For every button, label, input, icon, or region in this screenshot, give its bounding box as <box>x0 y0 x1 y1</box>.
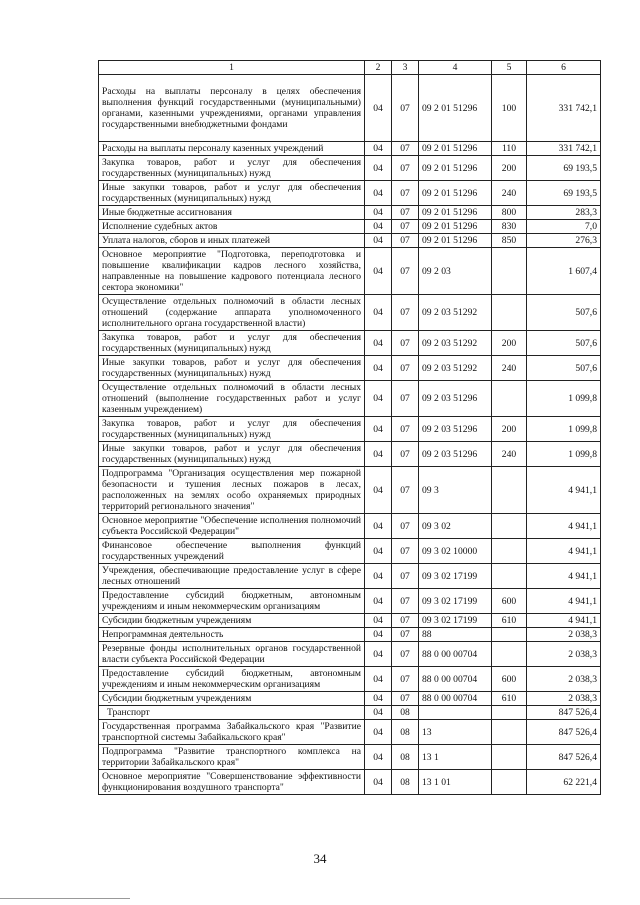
target-article-cell: 09 2 03 <box>419 248 492 295</box>
amount-cell: 507,6 <box>527 356 601 381</box>
table-row <box>99 142 601 156</box>
table-row <box>99 589 601 614</box>
target-article-cell: 88 0 00 00704 <box>419 667 492 692</box>
target-article-cell: 13 1 <box>419 745 492 770</box>
section-code-cell: 04 <box>365 417 392 442</box>
table-row <box>99 206 601 220</box>
target-article-cell: 09 3 02 17199 <box>419 614 492 628</box>
section-code-cell: 04 <box>365 642 392 667</box>
table-row <box>99 745 601 770</box>
target-article-cell: 09 2 01 51296 <box>419 234 492 248</box>
item-name-cell: Закупка товаров, работ и услуг для обеспечения государственных (муниципальных) нужд <box>99 331 365 356</box>
item-name-cell: Непрограммная деятельность <box>99 628 365 642</box>
target-article-cell: 09 2 01 51296 <box>419 220 492 234</box>
table-row <box>99 692 601 706</box>
subsection-code-cell: 07 <box>392 589 419 614</box>
target-article-cell: 09 2 03 51292 <box>419 331 492 356</box>
item-name-cell: Иные закупки товаров, работ и услуг для обеспечения государственных (муниципальных) нужд <box>99 181 365 206</box>
amount-cell: 62 221,4 <box>527 770 601 795</box>
target-article-cell: 09 2 01 51296 <box>419 75 492 142</box>
table-row <box>99 331 601 356</box>
subsection-code-cell: 07 <box>392 564 419 589</box>
item-name-cell: Расходы на выплаты персоналу в целях обеспечения выполнения функций государственными (муниципальными) органами, казенными учреждениями, органами управления государственными внебюджетными фондами <box>99 75 365 142</box>
item-name-cell: Основное мероприятие "Совершенствование эффективности функционирования воздушного транспорта" <box>99 770 365 795</box>
section-code-cell: 04 <box>365 331 392 356</box>
expense-type-cell <box>492 706 527 720</box>
table-row <box>99 248 601 295</box>
item-name-cell: Предоставление субсидий бюджетным, автономным учреждениям и иным некоммерческим организациям <box>99 667 365 692</box>
amount-cell: 331 742,1 <box>527 75 601 142</box>
item-name-cell: Подпрограмма "Организация осуществления мер пожарной безопасности и тушения лесных пожаров в лесах, расположенных на землях особо охраняемых природных территорий регионального значения" <box>99 467 365 514</box>
table-row <box>99 564 601 589</box>
expense-type-cell: 610 <box>492 692 527 706</box>
target-article-cell: 09 2 01 51296 <box>419 181 492 206</box>
item-name-cell: Расходы на выплаты персоналу казенных учреждений <box>99 142 365 156</box>
subsection-code-cell: 08 <box>392 770 419 795</box>
section-code-cell: 04 <box>365 720 392 745</box>
target-article-cell: 09 3 <box>419 467 492 514</box>
section-code-cell: 04 <box>365 356 392 381</box>
section-code-cell: 04 <box>365 442 392 467</box>
expense-type-cell: 200 <box>492 156 527 181</box>
table-row <box>99 706 601 720</box>
subsection-code-cell: 07 <box>392 234 419 248</box>
item-name-cell: Транспорт <box>99 706 365 720</box>
subsection-code-cell: 07 <box>392 667 419 692</box>
section-code-cell: 04 <box>365 745 392 770</box>
header-cell: 4 <box>419 61 492 75</box>
target-article-cell: 09 3 02 <box>419 514 492 539</box>
target-article-cell: 88 <box>419 628 492 642</box>
expense-type-cell: 240 <box>492 181 527 206</box>
amount-cell: 331 742,1 <box>527 142 601 156</box>
item-name-cell: Иные закупки товаров, работ и услуг для обеспечения государственных (муниципальных) нужд <box>99 356 365 381</box>
expense-type-cell <box>492 770 527 795</box>
subsection-code-cell: 07 <box>392 331 419 356</box>
expense-type-cell <box>492 295 527 331</box>
section-code-cell: 04 <box>365 589 392 614</box>
table-row <box>99 628 601 642</box>
section-code-cell: 04 <box>365 628 392 642</box>
table-row <box>99 417 601 442</box>
amount-cell: 2 038,3 <box>527 642 601 667</box>
expense-type-cell <box>492 720 527 745</box>
item-name-cell: Исполнение судебных актов <box>99 220 365 234</box>
subsection-code-cell: 07 <box>392 539 419 564</box>
amount-cell: 7,0 <box>527 220 601 234</box>
section-code-cell: 04 <box>365 770 392 795</box>
subsection-code-cell: 07 <box>392 467 419 514</box>
item-name-cell: Резервные фонды исполнительных органов государственной власти субъекта Российской Федерации <box>99 642 365 667</box>
table-row <box>99 156 601 181</box>
expense-type-cell <box>492 248 527 295</box>
table-row <box>99 181 601 206</box>
amount-cell: 4 941,1 <box>527 539 601 564</box>
amount-cell: 2 038,3 <box>527 628 601 642</box>
amount-cell: 69 193,5 <box>527 181 601 206</box>
table-row <box>99 356 601 381</box>
subsection-code-cell: 07 <box>392 356 419 381</box>
section-code-cell: 04 <box>365 539 392 564</box>
subsection-code-cell: 07 <box>392 417 419 442</box>
header-cell: 5 <box>492 61 527 75</box>
expense-type-cell <box>492 564 527 589</box>
subsection-code-cell: 07 <box>392 248 419 295</box>
budget-table <box>98 60 601 795</box>
item-name-cell: Закупка товаров, работ и услуг для обеспечения государственных (муниципальных) нужд <box>99 156 365 181</box>
header-cell: 6 <box>527 61 601 75</box>
subsection-code-cell: 07 <box>392 156 419 181</box>
table-row <box>99 295 601 331</box>
expense-type-cell <box>492 381 527 417</box>
section-code-cell: 04 <box>365 564 392 589</box>
target-article-cell: 09 2 03 51296 <box>419 442 492 467</box>
item-name-cell: Подпрограмма "Развитие транспортного комплекса на территории Забайкальского края" <box>99 745 365 770</box>
expense-type-cell: 200 <box>492 331 527 356</box>
budget-table-container <box>98 60 600 795</box>
table-row <box>99 642 601 667</box>
expense-type-cell <box>492 514 527 539</box>
amount-cell: 2 038,3 <box>527 692 601 706</box>
subsection-code-cell: 07 <box>392 206 419 220</box>
section-code-cell: 04 <box>365 381 392 417</box>
target-article-cell: 88 0 00 00704 <box>419 642 492 667</box>
target-article-cell: 09 2 03 51296 <box>419 417 492 442</box>
expense-type-cell <box>492 642 527 667</box>
target-article-cell: 09 2 01 51296 <box>419 206 492 220</box>
amount-cell: 276,3 <box>527 234 601 248</box>
section-code-cell: 04 <box>365 234 392 248</box>
target-article-cell: 09 3 02 17199 <box>419 564 492 589</box>
section-code-cell: 04 <box>365 206 392 220</box>
amount-cell: 4 941,1 <box>527 514 601 539</box>
header-row <box>99 61 601 75</box>
expense-type-cell: 200 <box>492 417 527 442</box>
page-number: 34 <box>313 851 327 866</box>
amount-cell: 1 099,8 <box>527 442 601 467</box>
item-name-cell: Осуществление отдельных полномочий в области лесных отношений (содержание аппарата уполномоченного исполнительного органа государственной власти) <box>99 295 365 331</box>
section-code-cell: 04 <box>365 295 392 331</box>
amount-cell: 507,6 <box>527 295 601 331</box>
table-row <box>99 514 601 539</box>
section-code-cell: 04 <box>365 181 392 206</box>
table-row <box>99 75 601 142</box>
expense-type-cell: 800 <box>492 206 527 220</box>
amount-cell: 847 526,4 <box>527 720 601 745</box>
section-code-cell: 04 <box>365 220 392 234</box>
subsection-code-cell: 07 <box>392 295 419 331</box>
expense-type-cell <box>492 467 527 514</box>
amount-cell: 4 941,1 <box>527 589 601 614</box>
expense-type-cell: 850 <box>492 234 527 248</box>
section-code-cell: 04 <box>365 667 392 692</box>
table-row <box>99 220 601 234</box>
amount-cell: 847 526,4 <box>527 745 601 770</box>
section-code-cell: 04 <box>365 692 392 706</box>
table-row <box>99 234 601 248</box>
subsection-code-cell: 07 <box>392 692 419 706</box>
target-article-cell: 13 1 01 <box>419 770 492 795</box>
target-article-cell: 09 2 01 51296 <box>419 142 492 156</box>
header-cell: 1 <box>99 61 365 75</box>
item-name-cell: Основное мероприятие "Обеспечение исполнения полномочий субъекта Российской Федерации" <box>99 514 365 539</box>
header-cell: 2 <box>365 61 392 75</box>
target-article-cell <box>419 706 492 720</box>
table-row <box>99 467 601 514</box>
expense-type-cell <box>492 745 527 770</box>
target-article-cell: 09 2 03 51292 <box>419 356 492 381</box>
table-row <box>99 720 601 745</box>
section-code-cell: 04 <box>365 614 392 628</box>
table-row <box>99 539 601 564</box>
item-name-cell: Осуществление отдельных полномочий в области лесных отношений (выполнение государственных работ и услуг казенным учреждением) <box>99 381 365 417</box>
section-code-cell: 04 <box>365 156 392 181</box>
amount-cell: 4 941,1 <box>527 564 601 589</box>
item-name-cell: Иные бюджетные ассигнования <box>99 206 365 220</box>
subsection-code-cell: 08 <box>392 706 419 720</box>
target-article-cell: 09 2 01 51296 <box>419 156 492 181</box>
section-code-cell: 04 <box>365 706 392 720</box>
item-name-cell: Субсидии бюджетным учреждениям <box>99 692 365 706</box>
item-name-cell: Закупка товаров, работ и услуг для обеспечения государственных (муниципальных) нужд <box>99 417 365 442</box>
section-code-cell: 04 <box>365 467 392 514</box>
expense-type-cell: 240 <box>492 356 527 381</box>
target-article-cell: 13 <box>419 720 492 745</box>
subsection-code-cell: 07 <box>392 642 419 667</box>
section-code-cell: 04 <box>365 142 392 156</box>
item-name-cell: Учреждения, обеспечивающие предоставление услуг в сфере лесных отношений <box>99 564 365 589</box>
table-row <box>99 381 601 417</box>
item-name-cell: Иные закупки товаров, работ и услуг для обеспечения государственных (муниципальных) нужд <box>99 442 365 467</box>
item-name-cell: Уплата налогов, сборов и иных платежей <box>99 234 365 248</box>
section-code-cell: 04 <box>365 75 392 142</box>
target-article-cell: 09 2 03 51296 <box>419 381 492 417</box>
amount-cell: 1 099,8 <box>527 381 601 417</box>
subsection-code-cell: 07 <box>392 628 419 642</box>
item-name-cell: Основное мероприятие "Подготовка, переподготовка и повышение квалификации кадров лесного хозяйства, направленные на повышение кадрового потенциала лесного сектора экономики" <box>99 248 365 295</box>
target-article-cell: 88 0 00 00704 <box>419 692 492 706</box>
amount-cell: 1 099,8 <box>527 417 601 442</box>
target-article-cell: 09 3 02 10000 <box>419 539 492 564</box>
amount-cell: 507,6 <box>527 331 601 356</box>
amount-cell: 847 526,4 <box>527 706 601 720</box>
amount-cell: 2 038,3 <box>527 667 601 692</box>
expense-type-cell: 830 <box>492 220 527 234</box>
header-cell: 3 <box>392 61 419 75</box>
expense-type-cell: 600 <box>492 667 527 692</box>
item-name-cell: Финансовое обеспечение выполнения функций государственных учреждений <box>99 539 365 564</box>
item-name-cell: Государственная программа Забайкальского края "Развитие транспортной системы Забайкальского края" <box>99 720 365 745</box>
subsection-code-cell: 07 <box>392 514 419 539</box>
amount-cell: 283,3 <box>527 206 601 220</box>
expense-type-cell: 110 <box>492 142 527 156</box>
target-article-cell: 09 3 02 17199 <box>419 589 492 614</box>
subsection-code-cell: 07 <box>392 381 419 417</box>
subsection-code-cell: 08 <box>392 720 419 745</box>
target-article-cell: 09 2 03 51292 <box>419 295 492 331</box>
expense-type-cell: 100 <box>492 75 527 142</box>
subsection-code-cell: 07 <box>392 442 419 467</box>
subsection-code-cell: 08 <box>392 745 419 770</box>
table-row <box>99 770 601 795</box>
item-name-cell: Субсидии бюджетным учреждениям <box>99 614 365 628</box>
subsection-code-cell: 07 <box>392 220 419 234</box>
scan-edge-line <box>0 898 130 899</box>
section-code-cell: 04 <box>365 514 392 539</box>
expense-type-cell: 600 <box>492 589 527 614</box>
subsection-code-cell: 07 <box>392 142 419 156</box>
amount-cell: 69 193,5 <box>527 156 601 181</box>
section-code-cell: 04 <box>365 248 392 295</box>
item-name-cell: Предоставление субсидий бюджетным, автономным учреждениям и иным некоммерческим организациям <box>99 589 365 614</box>
subsection-code-cell: 07 <box>392 75 419 142</box>
table-row <box>99 614 601 628</box>
subsection-code-cell: 07 <box>392 614 419 628</box>
amount-cell: 1 607,4 <box>527 248 601 295</box>
amount-cell: 4 941,1 <box>527 614 601 628</box>
expense-type-cell: 240 <box>492 442 527 467</box>
expense-type-cell <box>492 628 527 642</box>
amount-cell: 4 941,1 <box>527 467 601 514</box>
table-row <box>99 442 601 467</box>
subsection-code-cell: 07 <box>392 181 419 206</box>
expense-type-cell <box>492 539 527 564</box>
table-row <box>99 667 601 692</box>
expense-type-cell: 610 <box>492 614 527 628</box>
